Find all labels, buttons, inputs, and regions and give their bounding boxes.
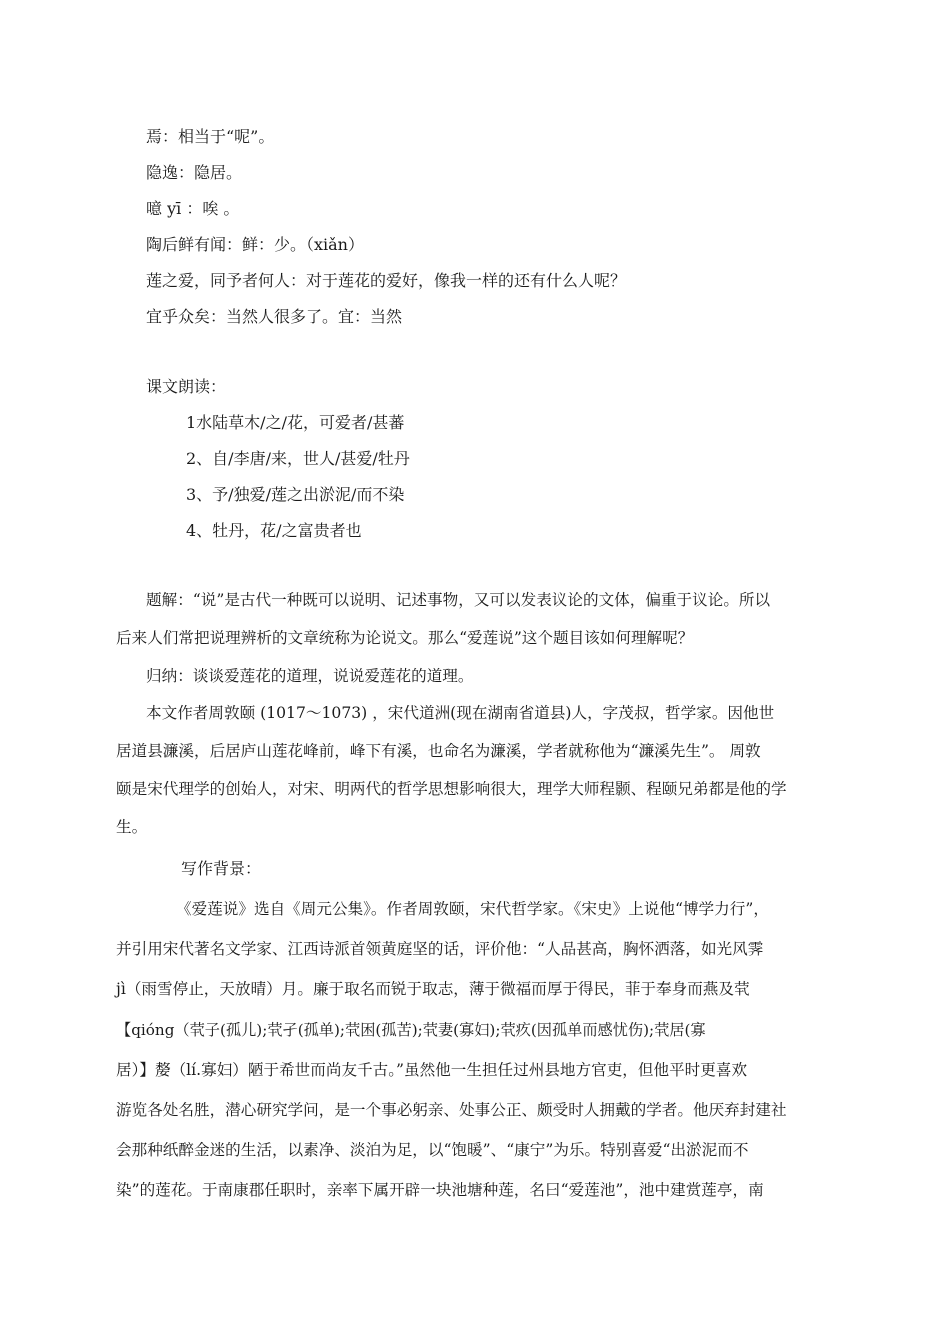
background-line: 游览各处名胜，潜心研究学问，是一个事必躬亲、处事公正、颇受时人拥戴的学者。他厌弃封建社: [116, 1101, 787, 1119]
note-line: 焉：相当于“呢”。: [146, 127, 275, 146]
note-line: 隐逸：隐居。: [146, 163, 243, 182]
author-line: 颐是宋代理学的创始人，对宋、明两代的哲学思想影响很大，理学大师程颢、程颐兄弟都是他的学: [116, 780, 787, 798]
background-line: 《爱莲说》选自《周元公集》。作者周敦颐，宋代哲学家。《宋史》上说他“博学力行”，: [176, 900, 769, 918]
reading-title: 课文朗读：: [146, 377, 227, 396]
background-line: 会那种纸醉金迷的生活，以素净、淡泊为足，以“饱暖”、“康宁”为乐。特别喜爱“出淤泥而不: [116, 1141, 749, 1159]
reading-item: 4、牡丹，花/之富贵者也: [186, 521, 362, 540]
author-line: 居道县濂溪，后居庐山莲花峰前，峰下有溪，也命名为濂溪，学者就称他为“濂溪先生”。 周敦: [116, 742, 761, 760]
author-line: 生。: [116, 818, 148, 836]
reading-item: 1水陆草木/之/花，可爱者/甚蕃: [186, 413, 405, 432]
background-line: 【qióng（茕子(孤儿);茕孑(孤单);茕困(孤苦);茕妻(寡妇);茕疚(因孤单而感忧伤);茕居(寡: [116, 1021, 706, 1039]
author-line: 本文作者周敦颐 (1017～1073) ，宋代道洲(现在湖南省道县)人，字茂叔，哲学家。因他世: [146, 704, 775, 722]
note-line: 莲之爱，同予者何人：对于莲花的爱好，像我一样的还有什么人呢？: [146, 271, 627, 290]
reading-item: 3、予/独爱/莲之出淤泥/而不染: [186, 485, 405, 504]
note-line: 噫 yī ：唉 。: [146, 199, 240, 218]
background-line: 染”的莲花。于南康郡任职时，亲率下属开辟一块池塘种莲，名曰“爱莲池”，池中建赏莲亭，南: [116, 1181, 764, 1199]
background-line: 并引用宋代著名文学家、江西诗派首领黄庭坚的话，评价他：“人品甚高，胸怀洒落，如光风霁: [116, 940, 764, 958]
note-line: 宜乎众矣：当然人很多了。宜：当然: [146, 307, 403, 326]
background-title: 写作背景：: [181, 859, 262, 878]
background-line: jì（雨雪停止，天放晴）月。廉于取名而锐于取志，薄于微福而厚于得民，菲于奉身而燕及茕: [116, 980, 750, 998]
tijie-line: 后来人们常把说理辨析的文章统称为论说文。那么“爱莲说”这个题目该如何理解呢？: [116, 629, 694, 647]
reading-item: 2、自/李唐/来，世人/甚爱/牡丹: [186, 449, 410, 468]
guina-line: 归纳：谈谈爱莲花的道理，说说爱莲花的道理。: [146, 667, 474, 685]
tijie-line: 题解：“说”是古代一种既可以说明、记述事物，又可以发表议论的文体，偏重于议论。所以: [146, 591, 771, 609]
note-line: 陶后鲜有闻：鲜：少。（xiǎn）: [146, 235, 364, 254]
background-line: 居）】嫠（lí.寡妇）陋于希世而尚友千古。”虽然他一生担任过州县地方官吏，但他平时更喜欢: [116, 1061, 748, 1079]
